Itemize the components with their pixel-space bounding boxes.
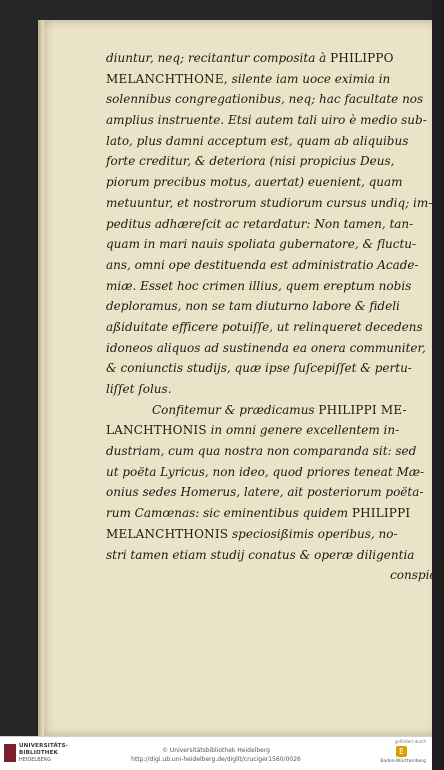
sponsor-logo[interactable]: [376, 739, 426, 769]
credits: [0, 746, 432, 764]
text-segment: rum Camœnas: sic eminentibus quidem: [106, 506, 352, 521]
text-segment: conspici: [390, 568, 440, 583]
text-segment: lato, plus damni acceptum est, quam ab aliquibus: [106, 133, 409, 148]
text-segment: Confitemur & prædicamus: [152, 402, 319, 417]
text-line: [106, 172, 444, 193]
sponsor-label: gefördert durch: [394, 739, 426, 744]
text-segment: aßiduitate efficere potuiſſe, ut relinqueret decedens: [106, 319, 423, 334]
text-segment: diuntur, neq; recitantur composita à: [106, 51, 331, 65]
text-segment: idoneos aliquos ad sustinenda ea onera communiter,: [106, 340, 426, 355]
text-segment: onius sedes Homerus, latere, ait posteriorum poëta-: [106, 485, 424, 500]
text-segment: liſſet ſolus.: [106, 382, 172, 396]
text-segment: forte creditur, & deteriora (nisi propicius Deus,: [106, 154, 395, 169]
text-segment: piorum precibus motus, auertat) euenient, quam: [106, 175, 403, 190]
text-line: [106, 379, 444, 400]
text-line: [106, 69, 444, 90]
text-line: [106, 565, 444, 586]
text-line: [106, 296, 444, 317]
text-segment: miæ. Esset hoc crimen illius, quem ereptum nobis: [106, 278, 412, 293]
text-line: [106, 441, 444, 462]
copyright-text: © Universitätsbibliothek Heidelberg: [161, 747, 270, 754]
book-page: [38, 20, 440, 736]
name-smallcaps: MELANCHTHONE,: [106, 71, 228, 86]
text-segment: peditus adhæreſcit ac retardatur: Non tamen, tan-: [106, 216, 414, 231]
text-segment: & coniunctis studijs, quæ ipse ſuſcepiſſet & pertu-: [106, 361, 412, 376]
text-line: [106, 151, 444, 172]
footer-bar: [0, 736, 432, 770]
text-line: [106, 338, 444, 359]
name-smallcaps: MELANCHTHONIS: [106, 526, 229, 541]
text-line: [106, 400, 444, 421]
text-line: [106, 482, 444, 503]
text-line: [106, 214, 444, 235]
state-emblem-icon: E: [396, 746, 407, 757]
text-line: [106, 48, 444, 69]
text-segment: speciosißimis operibus, no-: [228, 526, 398, 541]
permalink-url[interactable]: http://digi.ub.uni-heidelberg.de/diglit/cruciger1560/0026: [131, 756, 301, 763]
text-segment: ut poëta Lyricus, non ideo, quod priores teneat Mæ-: [106, 464, 425, 479]
logo-line-2: BIBLIOTHEK: [19, 750, 59, 756]
logo-line-3: HEIDELBERG: [19, 757, 52, 763]
text-segment: deploramus, non se tam diuturno labore & fideli: [106, 299, 400, 314]
logo-line-1: UNIVERSITÄTS-: [19, 743, 69, 749]
name-smallcaps: PHILIPPI ME-: [318, 402, 407, 417]
name-smallcaps: PHILIPPI: [351, 506, 411, 521]
text-line: [106, 317, 444, 338]
text-line: [106, 193, 444, 214]
text-segment: stri tamen etiam studij conatus & operæ diligentia: [106, 547, 415, 562]
text-line: [106, 234, 444, 255]
name-smallcaps: LANCHTHONIS: [106, 423, 207, 438]
text-line: [106, 255, 444, 276]
text-segment: dustriam, cum qua nostra non comparanda sit: sed: [106, 444, 417, 459]
text-line: [106, 462, 444, 483]
sponsor-region: Baden-Württemberg: [380, 759, 426, 764]
text-line: [106, 503, 444, 524]
text-line: [106, 110, 444, 131]
text-line: [106, 545, 444, 566]
text-line: [106, 420, 444, 441]
text-segment: solennibus congregationibus, neq; hac facultate nos: [106, 92, 424, 107]
text-segment: silente iam uoce eximia in: [227, 71, 391, 86]
text-segment: ans, omni ope destituenda est administratio Acade-: [106, 257, 419, 272]
text-line: [106, 524, 444, 545]
text-segment: metuuntur, et nostrorum studiorum cursus undiq; im-: [106, 195, 433, 210]
text-line: [106, 276, 444, 297]
name-smallcaps: PHILIPPO: [330, 51, 394, 65]
text-line: [106, 89, 444, 110]
text-segment: quam in mari nauis spoliata gubernatore, & fluctu-: [106, 237, 417, 252]
text-segment: in omni genere excellentem in-: [206, 423, 400, 438]
page-text: [106, 48, 444, 586]
text-line: [106, 131, 444, 152]
text-line: [106, 358, 444, 379]
text-segment: amplius instruente. Etsi autem tali uiro è medio sub-: [106, 113, 427, 128]
